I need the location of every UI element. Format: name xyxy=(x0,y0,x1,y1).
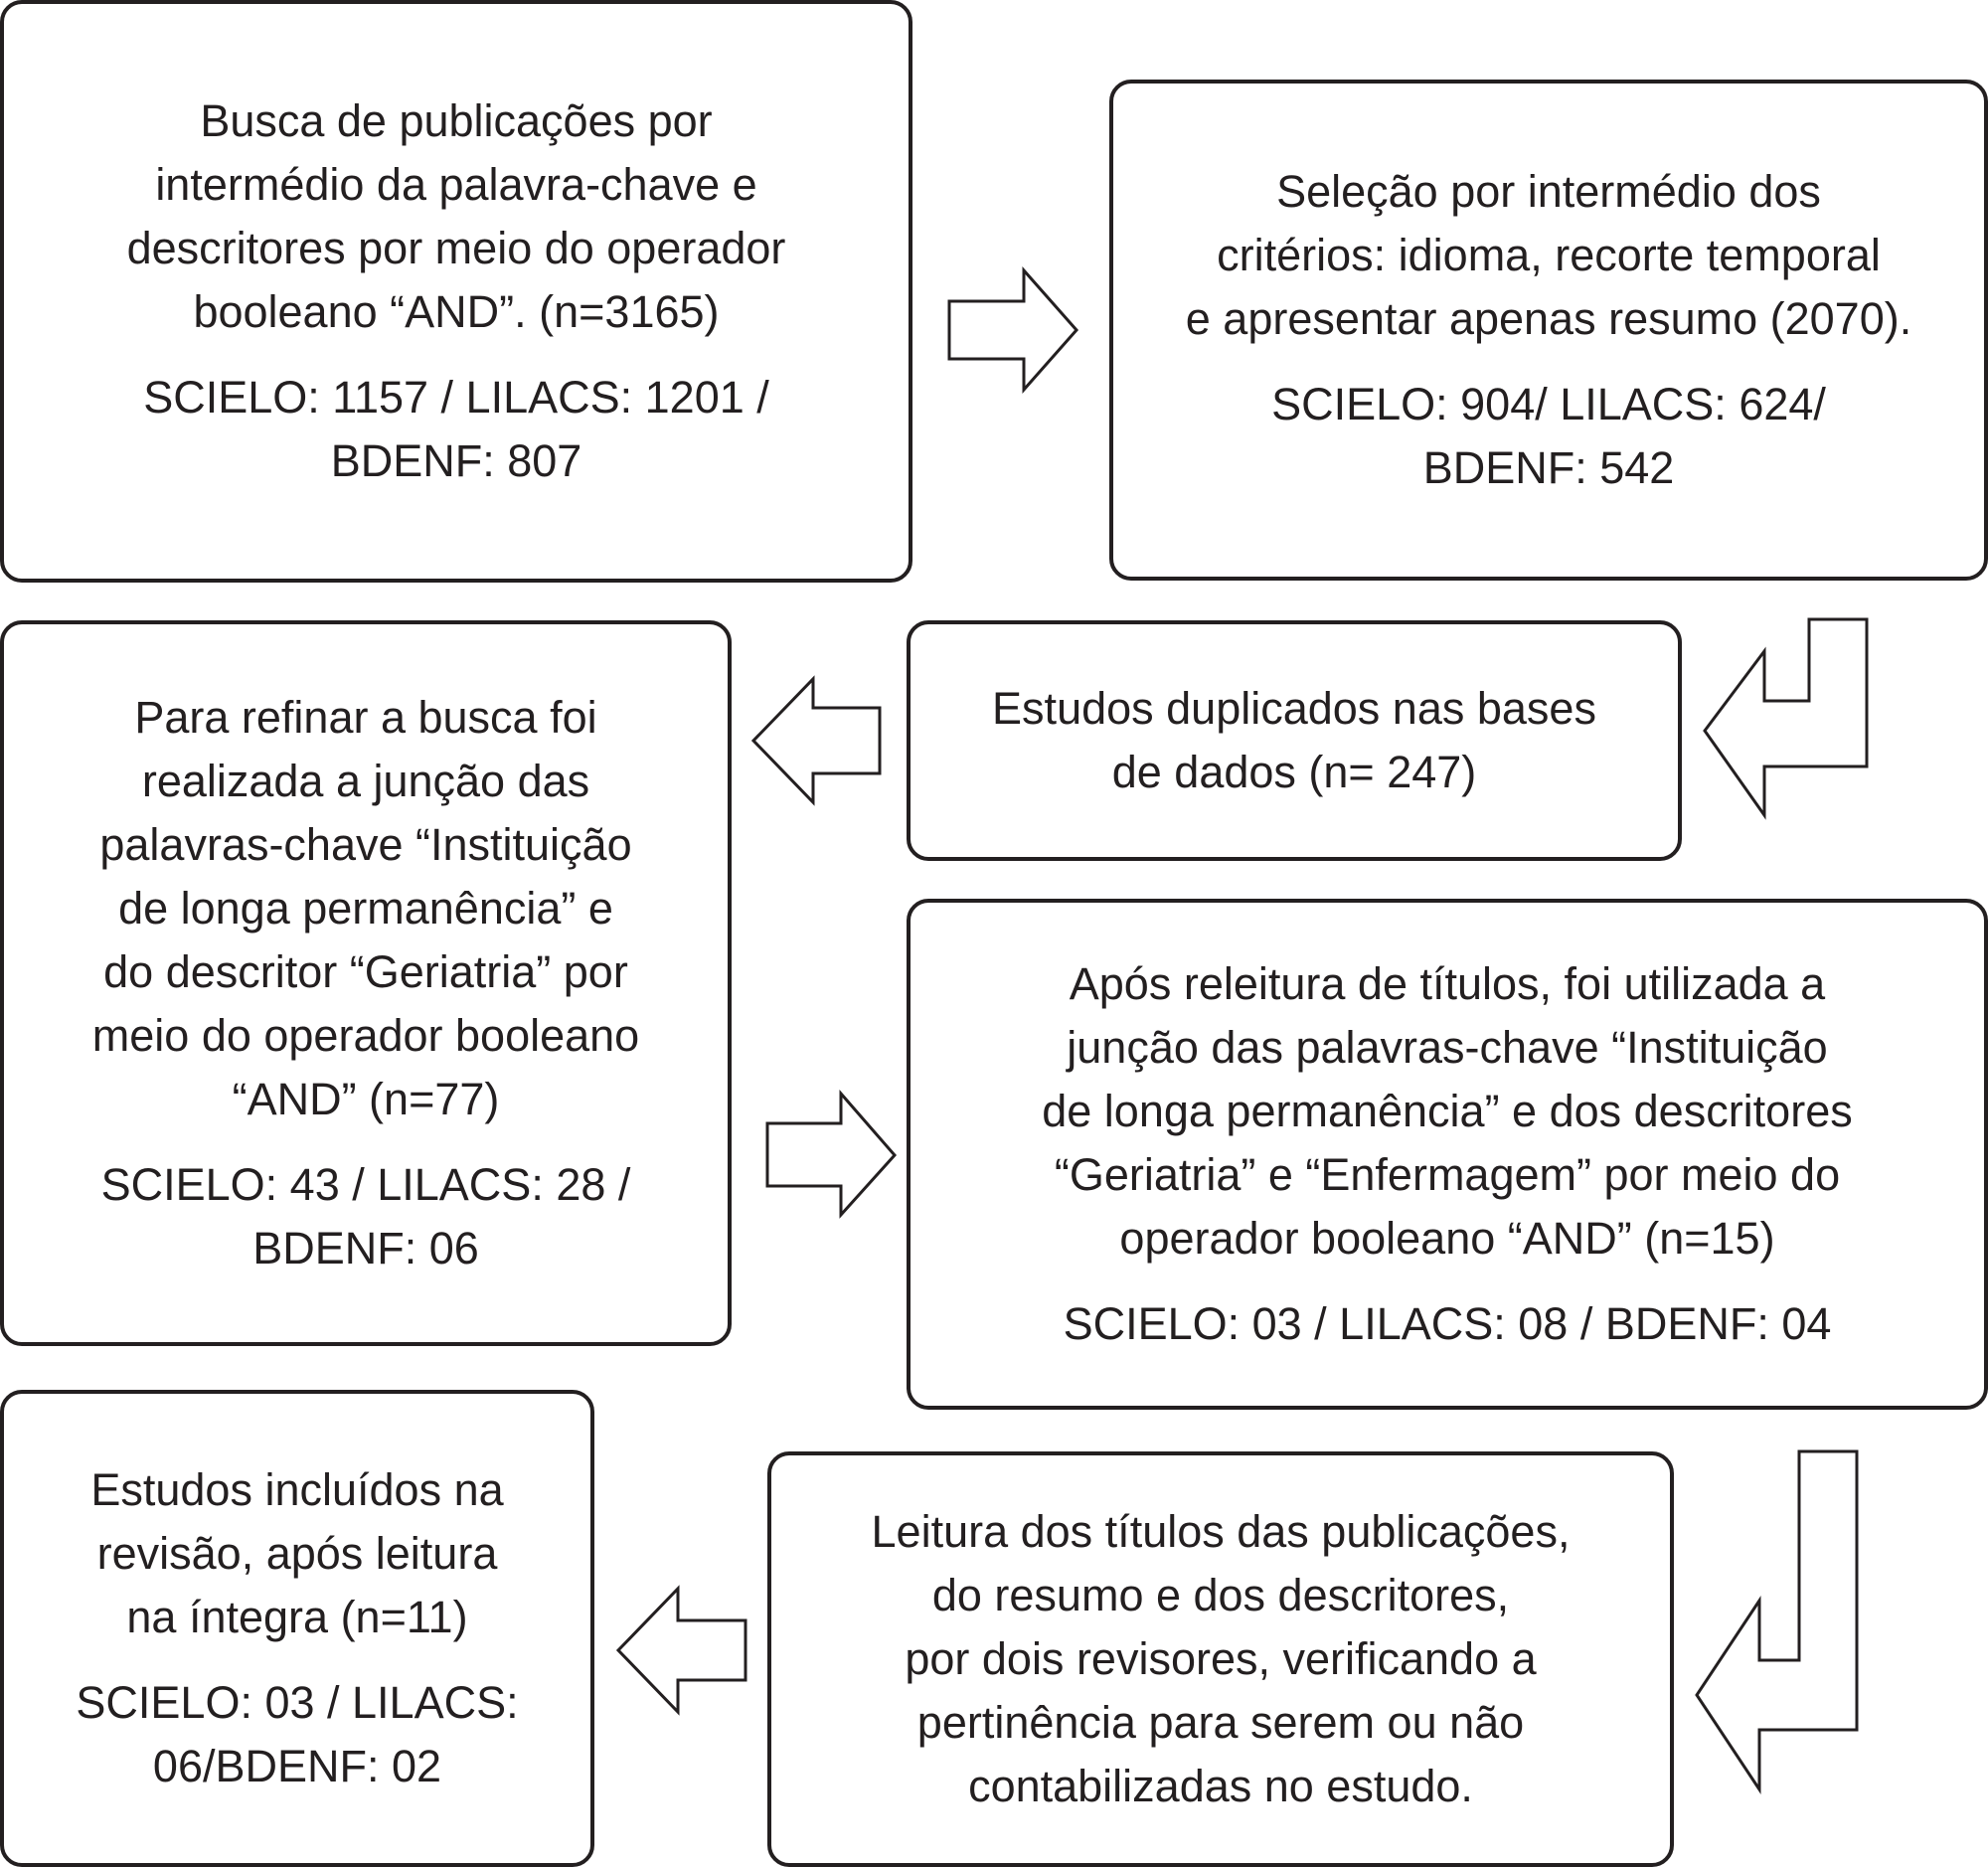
text-line: pertinência para serem ou não xyxy=(916,1697,1525,1748)
text-line: Estudos duplicados nas bases xyxy=(992,683,1596,734)
text-line: do descritor “Geriatria” por xyxy=(103,946,628,997)
text-line: Estudos incluídos na xyxy=(90,1464,504,1515)
text-line: “AND” (n=77) xyxy=(232,1074,500,1124)
count-line: SCIELO: 43 / LILACS: 28 / xyxy=(100,1159,631,1210)
count-line: BDENF: 807 xyxy=(330,435,582,486)
text-line: por dois revisores, verificando a xyxy=(905,1633,1537,1684)
text-line: de longa permanência” e dos descritores xyxy=(1042,1086,1853,1136)
count-line: BDENF: 06 xyxy=(252,1223,479,1273)
text-line: de longa permanência” e xyxy=(118,883,613,934)
text-line: Para refinar a busca foi xyxy=(134,692,597,743)
text-line: contabilizadas no estudo. xyxy=(968,1761,1473,1811)
count-line: BDENF: 542 xyxy=(1422,442,1675,493)
text-line: na íntegra (n=11) xyxy=(126,1592,468,1642)
text-line: meio do operador booleano xyxy=(91,1010,640,1061)
text-line: de dados (n= 247) xyxy=(1111,747,1477,797)
arrow-right-icon xyxy=(949,270,1077,390)
text-line: operador booleano “AND” (n=15) xyxy=(1119,1213,1775,1264)
text-line: descritores por meio do operador xyxy=(126,223,786,273)
text-line: palavras-chave “Instituição xyxy=(99,819,632,870)
arrow-left-icon xyxy=(618,1589,746,1712)
text-line: booleano “AND”. (n=3165) xyxy=(193,286,720,337)
count-line: 06/BDENF: 02 xyxy=(152,1741,442,1791)
elbow-arrow-down-left-icon xyxy=(1697,1451,1857,1789)
count-line: SCIELO: 03 / LILACS: xyxy=(76,1677,519,1728)
count-line: SCIELO: 904/ LILACS: 624/ xyxy=(1271,379,1826,429)
text-line: Leitura dos títulos das publicações, xyxy=(871,1506,1571,1557)
count-line: SCIELO: 1157 / LILACS: 1201 / xyxy=(143,372,769,423)
text-line: e apresentar apenas resumo (2070). xyxy=(1185,293,1912,344)
text-line: “Geriatria” e “Enfermagem” por meio do xyxy=(1054,1149,1841,1200)
arrow-right-icon xyxy=(767,1094,895,1215)
text-line: revisão, após leitura xyxy=(96,1528,498,1579)
elbow-arrow-down-left-icon xyxy=(1705,619,1867,815)
text-line: realizada a junção das xyxy=(141,756,590,806)
text-line: junção das palavras-chave “Instituição xyxy=(1067,1022,1828,1073)
text-line: Seleção por intermédio dos xyxy=(1276,166,1821,217)
text-line: Busca de publicações por xyxy=(200,95,713,146)
text-line: intermédio da palavra-chave e xyxy=(155,159,757,210)
text-line: do resumo e dos descritores, xyxy=(931,1570,1510,1620)
text-line: Após releitura de títulos, foi utilizada a xyxy=(1069,958,1826,1009)
arrow-left-icon xyxy=(753,679,880,802)
text-line: critérios: idioma, recorte temporal xyxy=(1217,230,1881,280)
count-line: SCIELO: 03 / LILACS: 08 / BDENF: 04 xyxy=(1063,1298,1832,1349)
